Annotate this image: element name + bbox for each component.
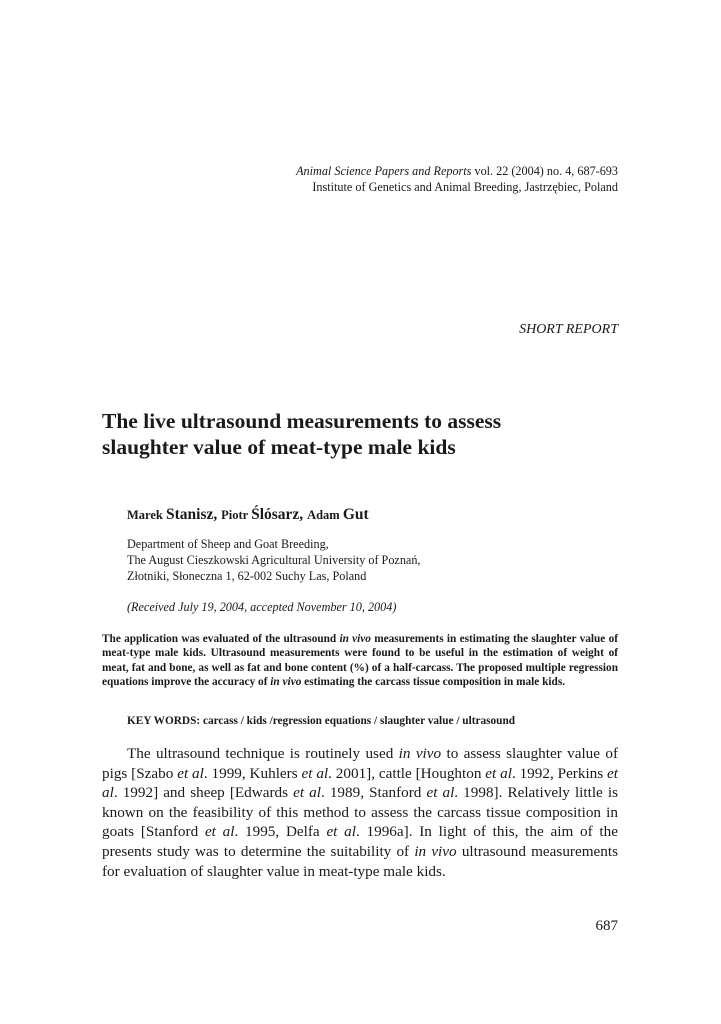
journal-header <box>200 163 618 195</box>
author-first-name: Marek <box>127 508 166 522</box>
body-text: . 1999, Kuhlers <box>203 764 302 782</box>
abstract-text: estimating the carcass tissue composition in male kids. <box>301 675 566 688</box>
body-italic: et al <box>102 764 619 802</box>
keywords: KEY WORDS: carcass / kids /regression equations / slaughter value / ultrasound <box>127 715 516 727</box>
body-text: . 1995, Delfa <box>234 823 327 841</box>
affiliation <box>127 536 420 584</box>
body-text: . 1996a]. In light of this, the aim of the presents study was to determine the suitability of <box>102 823 618 860</box>
body-italic: et al <box>485 764 512 782</box>
affiliation-line: Department of Sheep and Goat Breeding, <box>127 537 329 551</box>
body-text: . 1989, Stanford <box>320 784 427 802</box>
body-text: . 1992] and sheep [Edwards <box>113 784 294 802</box>
title-line-1: The live ultrasound measurements to assess <box>102 409 502 433</box>
journal-citation <box>200 163 618 179</box>
body-italic: in vivo <box>398 745 442 762</box>
body-italic: et al <box>293 784 321 802</box>
author-last-name: Gut <box>342 506 369 523</box>
affiliation-line: The August Cieszkowski Agricultural University of Poznań, <box>127 553 421 567</box>
body-text: The ultrasound technique is routinely used <box>127 745 399 762</box>
body-text: . 1998]. Relatively little is known on the feasibility of this method to assess the carcass tissue composition in goats [Stanford <box>102 784 618 841</box>
journal-institute: Institute of Genetics and Animal Breeding, Jastrzębiec, Poland <box>312 180 618 194</box>
author-list <box>127 505 369 525</box>
journal-volume: vol. 22 (2004) no. 4, 687-693 <box>471 164 618 178</box>
body-paragraph <box>102 744 618 881</box>
title-line-2: slaughter value of meat-type male kids <box>102 435 456 459</box>
journal-name: Animal Science Papers and Reports <box>296 164 472 178</box>
body-italic: et al <box>301 764 329 782</box>
body-italic: et al <box>326 823 356 841</box>
abstract-text: The application was evaluated of the ultrasound <box>102 633 340 645</box>
body-italic: et al <box>204 823 235 841</box>
body-italic: et al <box>426 784 455 802</box>
body-text: . 1992, Perkins <box>511 764 608 782</box>
author-first-name: Adam <box>307 508 343 522</box>
author-last-name: Stanisz, <box>166 506 222 523</box>
abstract <box>102 632 618 689</box>
abstract-italic: in vivo <box>339 633 371 645</box>
paper-title <box>102 408 622 460</box>
body-italic: in vivo <box>414 842 457 860</box>
section-label: SHORT REPORT <box>519 322 618 337</box>
author-last-name: Ślósarz, <box>251 506 308 523</box>
received-dates: (Received July 19, 2004, accepted November 10, 2004) <box>127 600 397 614</box>
body-text: . 2001], cattle [Houghton <box>328 764 486 782</box>
affiliation-line: Złotniki, Słoneczna 1, 62-002 Suchy Las, Poland <box>127 569 367 583</box>
body-italic: et al <box>177 764 204 782</box>
abstract-italic: in vivo <box>270 675 302 688</box>
author-first-name: Piotr <box>221 508 252 522</box>
body-text: to assess slaughter value of pigs [Szabo <box>102 745 619 782</box>
abstract-text: measurements in estimating the slaughter value of meat-type male kids. Ultrasound measurements were found to be useful in the estimation of weight of meat, fat and bone, as well as fat and bone content (%) of a half-carcass. The proposed multiple regression equations improve the accuracy of <box>102 633 618 688</box>
body-text: ultrasound measurements for evaluation of slaughter value in meat-type male kids. <box>102 842 618 880</box>
page-number: 687 <box>595 918 618 934</box>
